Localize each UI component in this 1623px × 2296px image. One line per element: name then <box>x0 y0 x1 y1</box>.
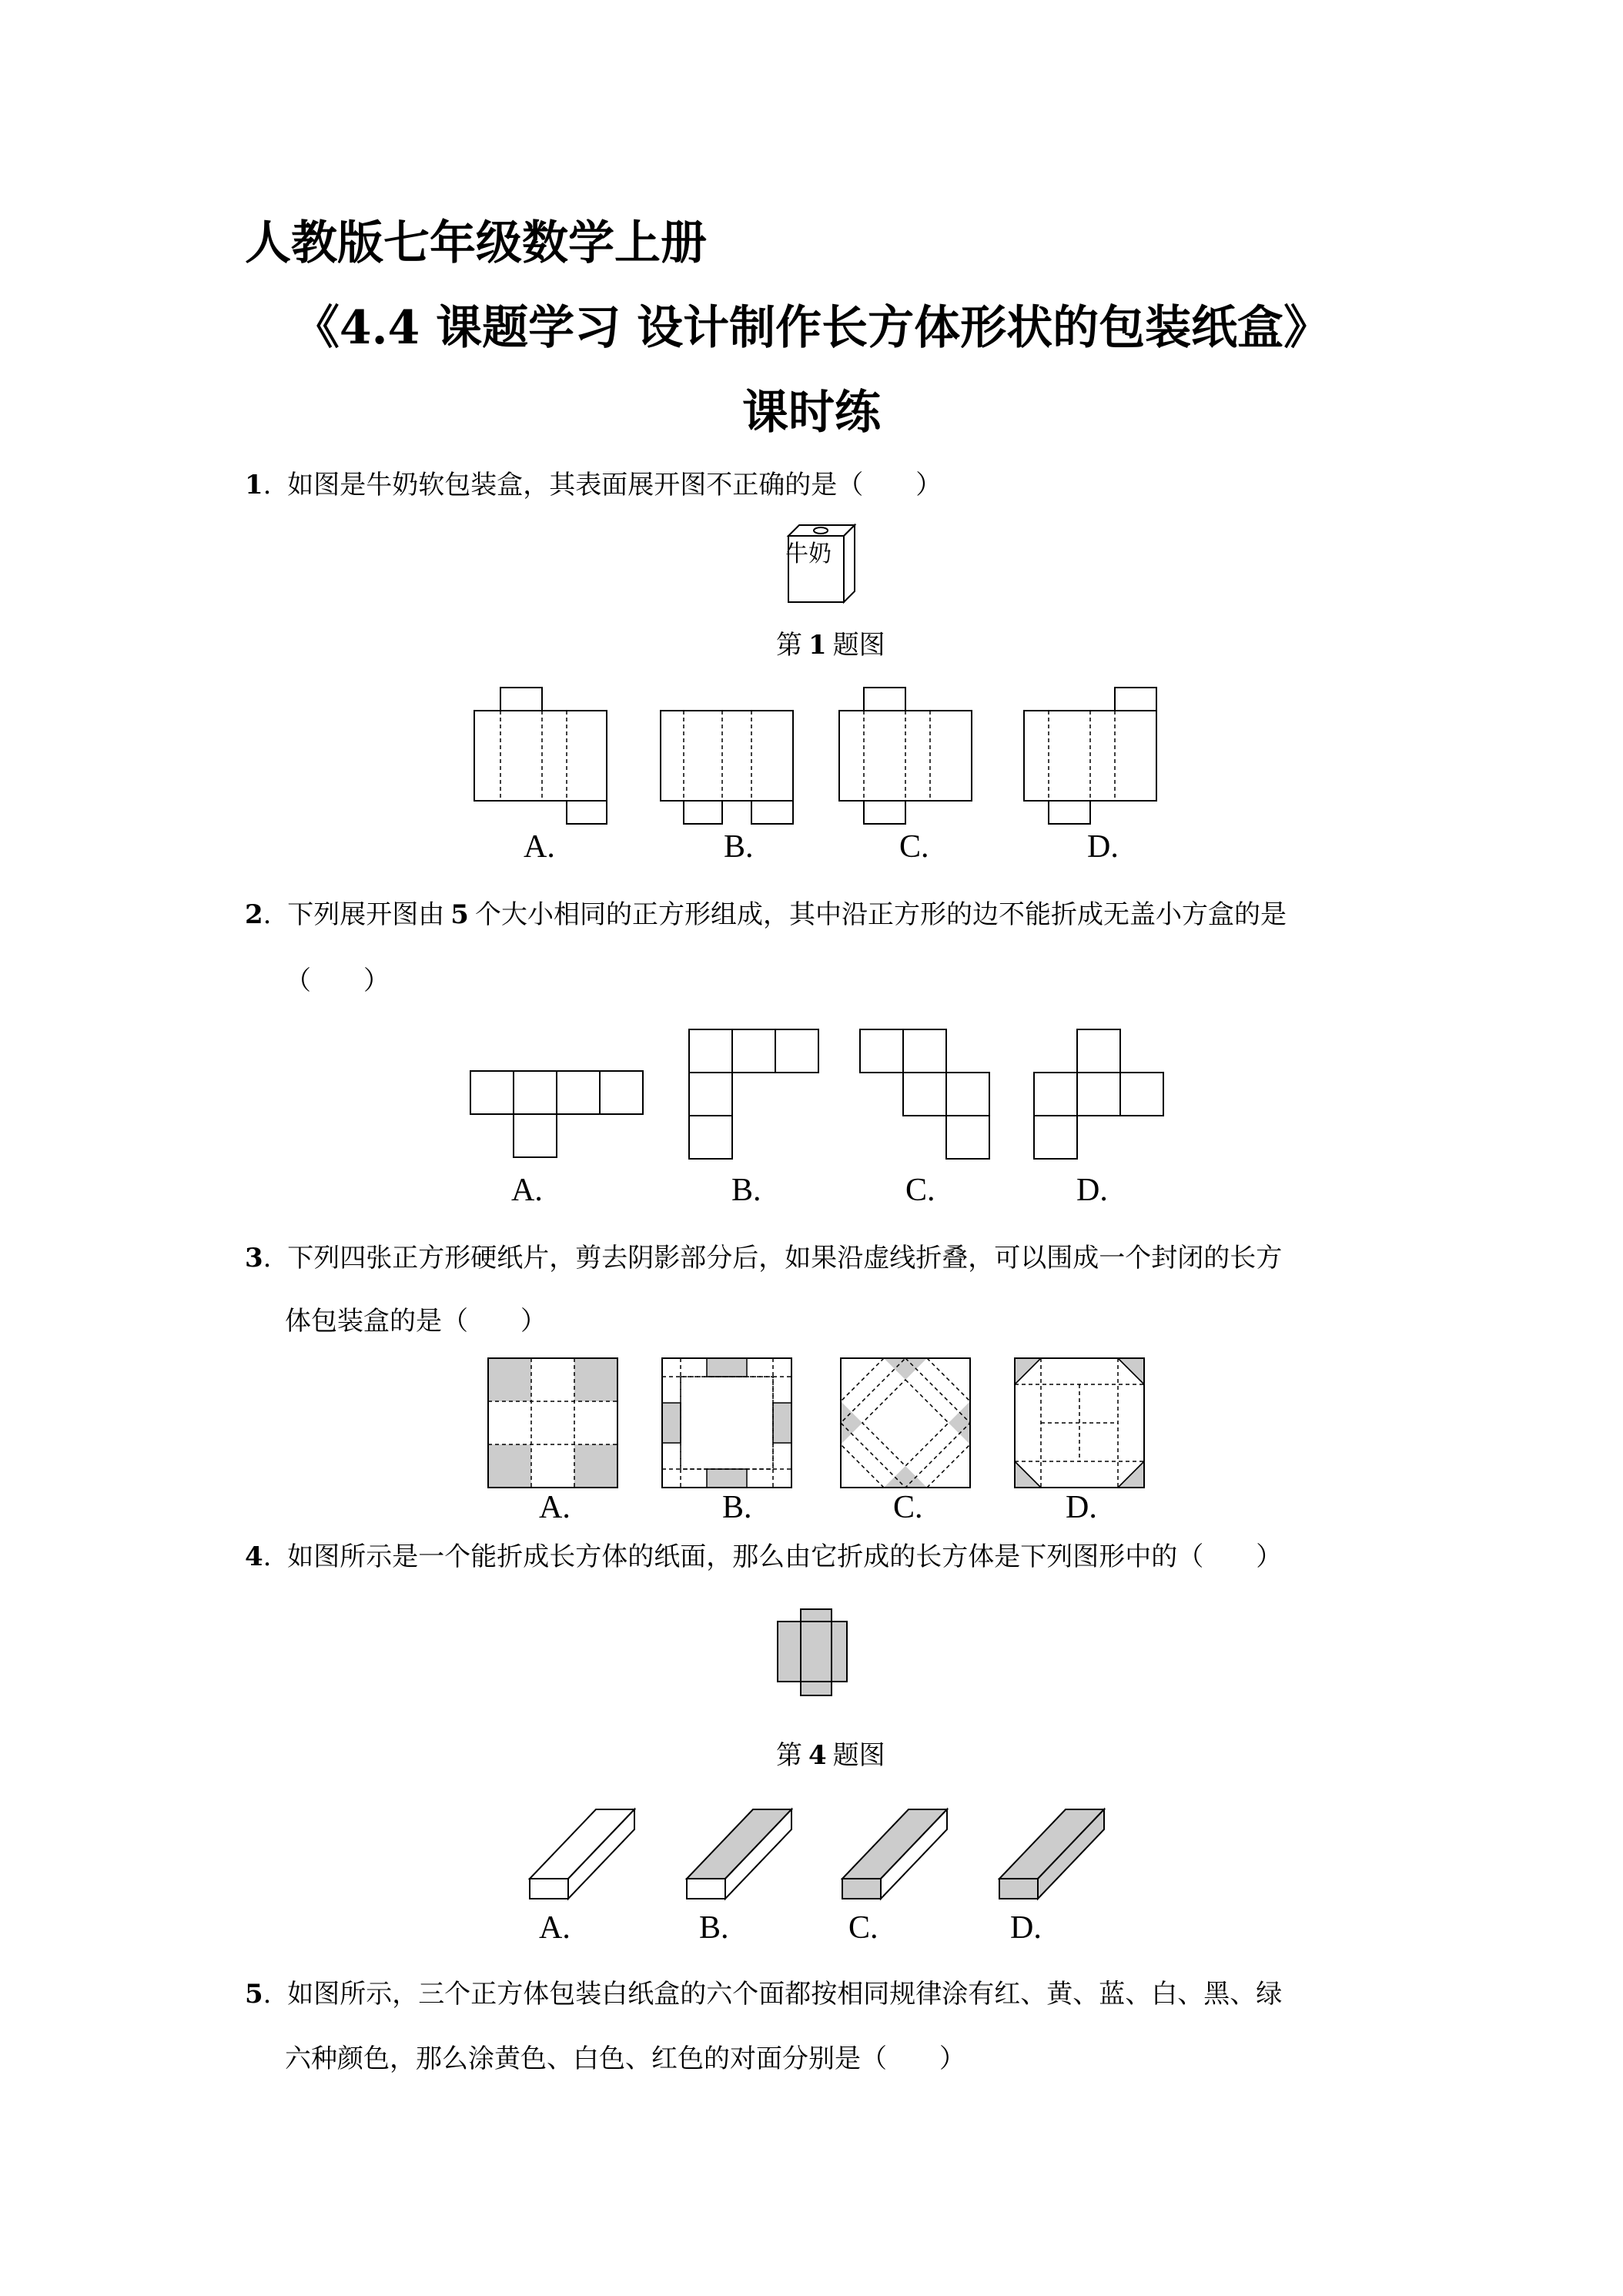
question-1-number: 1 <box>245 470 263 500</box>
q4-option-d-label: D. <box>1010 1910 1042 1946</box>
q2-option-c-label: C. <box>905 1173 935 1208</box>
figure-4-caption <box>776 1734 885 1772</box>
question-4 <box>245 1541 1282 1572</box>
q3-option-b-card <box>661 1357 793 1489</box>
question-3-line-2: 体包装盒的是（ ） <box>285 1306 547 1337</box>
question-2 <box>245 899 1287 930</box>
question-1-text: 如图是牛奶软包装盒，其表面展开图不正确的是（ ） <box>287 470 942 500</box>
q3-option-d-card <box>1013 1357 1146 1489</box>
q4-option-a-label: A. <box>539 1910 571 1946</box>
figure-1-caption <box>776 624 885 661</box>
question-4-text: 如图所示是一个能折成长方体的纸面，那么由它折成的长方体是下列图形中的（ ） <box>287 1541 1283 1572</box>
question-5-sep: . <box>263 1979 272 2010</box>
question-5-text-line-1: 如图所示，三个正方体包装白纸盒的六个面都按相同规律涂有红、黄、蓝、白、黑、绿 <box>287 1979 1283 2010</box>
question-2-text-num: 5 <box>450 899 469 930</box>
q1-option-a-net <box>473 687 611 825</box>
q4-option-b-label: B. <box>699 1910 729 1946</box>
q4-net-figure <box>776 1608 861 1700</box>
q3-option-b-label: B. <box>722 1490 752 1525</box>
title-line-2: 《4.4 课题学习 设计制作长方体形状的包装纸盒》 <box>293 301 1330 355</box>
q2-option-a-net <box>470 1070 647 1170</box>
title-line-3: 课时练 <box>742 386 881 440</box>
question-3 <box>245 1243 1282 1274</box>
question-2-text-pre: 下列展开图由 <box>287 899 445 930</box>
q3-option-a-label: A. <box>539 1490 571 1525</box>
q1-option-d-label: D. <box>1087 829 1119 865</box>
question-2-number: 2 <box>245 899 263 930</box>
q4-option-a-box <box>528 1786 644 1902</box>
q1-option-c-label: C. <box>899 829 929 865</box>
figure-4-caption-num: 4 <box>808 1740 827 1771</box>
question-3-number: 3 <box>245 1243 263 1274</box>
question-2-text-post: 个大小相同的正方形组成，其中沿正方形的边不能折成无盖小方盒的是 <box>474 899 1287 930</box>
q3-option-c-card <box>839 1357 972 1489</box>
q1-option-d-net <box>1022 687 1161 825</box>
question-1 <box>245 470 942 500</box>
q1-option-c-net <box>838 687 976 825</box>
q4-option-c-box <box>841 1786 956 1902</box>
title-line-1: 人教版七年级数学上册 <box>245 216 707 270</box>
question-3-sep: . <box>263 1243 272 1274</box>
milk-box-label: 牛奶 <box>785 541 832 567</box>
q4-option-c-label: C. <box>848 1910 878 1946</box>
q1-option-a-label: A. <box>524 829 555 865</box>
question-5-line-2: 六种颜色，那么涂黄色、白色、红色的对面分别是（ ） <box>285 2043 965 2074</box>
q2-option-a-label: A. <box>511 1173 543 1208</box>
figure-1-caption-pre: 第 <box>776 630 802 661</box>
question-1-sep: . <box>263 470 272 500</box>
question-2-line-2: （ ） <box>285 966 390 996</box>
q3-option-a-card <box>487 1357 619 1489</box>
q4-option-d-box <box>998 1786 1113 1902</box>
figure-4-caption-pre: 第 <box>776 1740 802 1771</box>
question-5-number: 5 <box>245 1979 263 2010</box>
q2-option-d-label: D. <box>1076 1173 1108 1208</box>
q2-option-d-net <box>1033 1029 1172 1167</box>
figure-1-caption-post: 题图 <box>832 630 885 661</box>
figure-1-caption-num: 1 <box>808 630 827 661</box>
q3-option-c-label: C. <box>893 1490 923 1525</box>
q1-option-b-net <box>659 687 798 825</box>
q2-option-c-net <box>859 1029 998 1167</box>
q4-option-b-box <box>685 1786 801 1902</box>
q2-option-b-net <box>688 1029 827 1167</box>
q2-option-b-label: B. <box>731 1173 761 1208</box>
question-3-text-line-1: 下列四张正方形硬纸片，剪去阴影部分后，如果沿虚线折叠，可以围成一个封闭的长方 <box>287 1243 1283 1274</box>
question-4-sep: . <box>263 1541 272 1572</box>
q3-option-d-label: D. <box>1066 1490 1097 1525</box>
figure-4-caption-post: 题图 <box>832 1740 885 1771</box>
q1-option-b-label: B. <box>724 829 754 865</box>
question-4-number: 4 <box>245 1541 263 1572</box>
question-5 <box>245 1979 1282 2010</box>
question-2-sep: . <box>263 899 272 930</box>
